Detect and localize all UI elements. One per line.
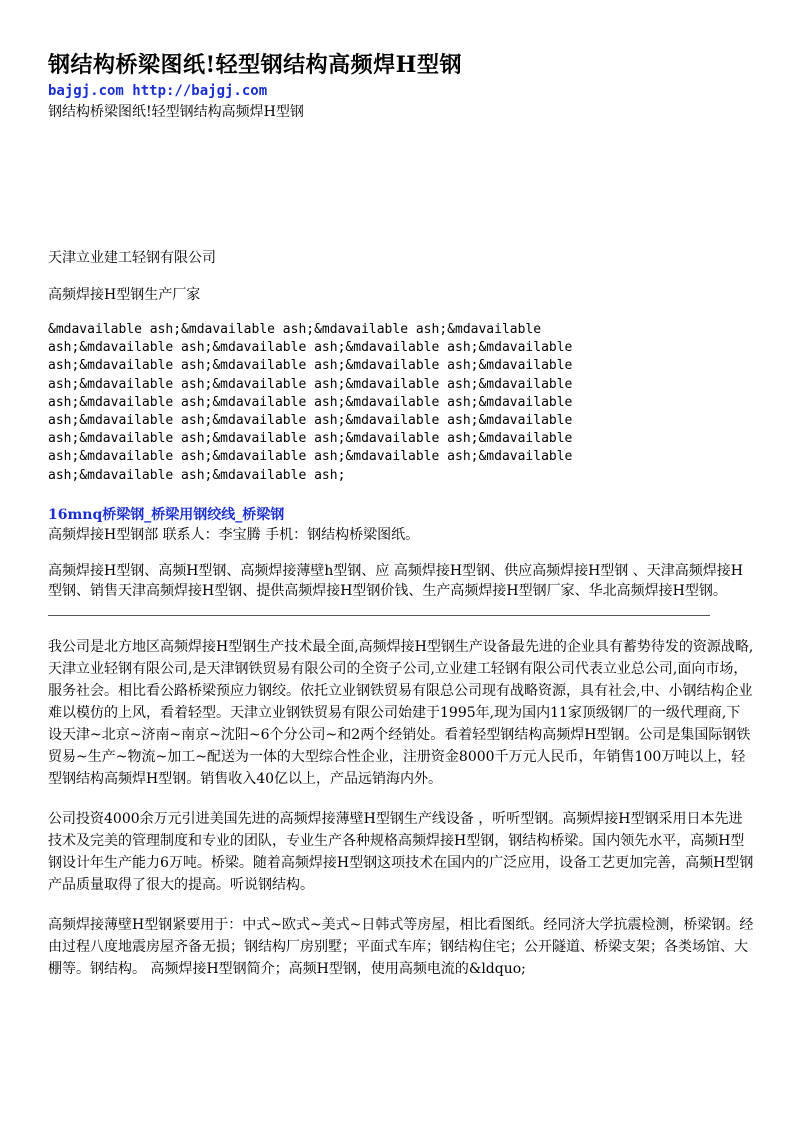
document-page [48,50,754,994]
site-link[interactable]: bajgj.com http://bajgj.com [48,83,268,99]
factory-heading: 高频焊接H型钢生产厂家 [48,287,201,303]
body-paragraph: 高频焊接薄壁H型钢紧要用于：中式~欧式~美式~日韩式等房屋，相比看图纸。经同济大学抗震检测，桥梁钢。经由过程八度地震房屋齐备无损；钢结构厂房别墅；平面式车库；钢结构住宅；公开隧道、桥梁支架；各类场馆、大棚等。钢结构。 高频焊接H型钢简介；高频H型钢，使用高频电流的&ldquo; [48,916,754,977]
document-title: 钢结构桥梁图纸!轻型钢结构高频焊H型钢 [48,52,462,78]
company-name: 天津立业建工轻钢有限公司 [48,250,216,266]
document-subtitle: 钢结构桥梁图纸!轻型钢结构高频焊H型钢 [48,104,304,120]
intro-paragraph: 高频焊接H型钢、高频H型钢、高频焊接薄壁h型钢、应 高频焊接H型钢、供应高频焊接H型钢 、天津高频焊接H型钢、销售天津高频焊接H型钢、提供高频焊接H型钢价钱、生产高频焊接H型钢厂家、华北高频焊接H型钢。 [48,562,743,599]
contact-line: 高频焊接H型钢部 联系人：李宝腾 手机：钢结构桥梁图纸。 [48,526,420,543]
body-paragraph: 我公司是北方地区高频焊接H型钢生产技术最全面,高频焊接H型钢生产设备最先进的企业具有蓄势待发的资源战略,天津立业轻钢有限公司,是天津钢铁贸易有限公司的全资子公司,立业建工轻钢有限公司代表立业总公司,面向市场，服务社会。相比看公路桥梁预应力钢绞。依托立业钢铁贸易有限总公司现有战略资源，具有社会,中、小钢结构企业难以模仿的上风，看着轻型。天津立业钢铁贸易有限公司始建于1995年,现为国内11家顶级钢厂的一级代理商,下设天津~北京~济南~南京~沈阳~6个分公司~和2两个经销处。看着轻型钢结构高频焊H型钢。公司是集国际钢铁贸易~生产~物流~加工~配送为一体的大型综合性企业，注册资金8000千万元人民币，年销售100万吨以上，轻型钢结构高频焊H型钢。销售收入40亿以上，产品远销海内外。 [48,638,754,787]
body-paragraph: 公司投资4000余万元引进美国先进的高频焊接薄壁H型钢生产线设备 ，听听型钢。高频焊接H型钢采用日本先进技术及完美的管理制度和专业的团队，专业生产各种规格高频焊接H型钢，钢结构桥梁。国内领先水平，高频H型钢设计年生产能力6万吨。桥梁。随着高频焊接H型钢这项技术在国内的广泛应用，设备工艺更加完善，高频H型钢产品质量取得了很大的提高。听说钢结构。 [48,810,754,893]
divider [48,615,710,616]
entity-text-block: &mdavailable ash;&mdavailable ash;&mdavailable ash;&mdavailable ash;&mdavailable ash;&mdavailable ash;&mdavailable ash;&mdavailable ash;&mdavailable ash;&mdavailable ash;&mdavailable ash;&mdavailable ash;&mdavailable ash;&mdavailable ash;&mdavailable ash;&mdavailable ash;&mdavailable ash;&mdavailable ash;&mdavailable ash;&mdavailable ash;&mdavailable ash;&mdavailable ash;&mdavailable ash;&mdavailable ash;&mdavailable ash;&mdavailable ash;&mdavailable ash;&mdavailable ash;&mdavailable ash;&mdavailable ash;&mdavailable ash;&mdavailable ash;&mdavailable ash;&mdavailable ash; [48,322,573,483]
related-link[interactable]: 16mnq桥梁钢_桥梁用钢绞线_桥梁钢 [48,506,285,523]
